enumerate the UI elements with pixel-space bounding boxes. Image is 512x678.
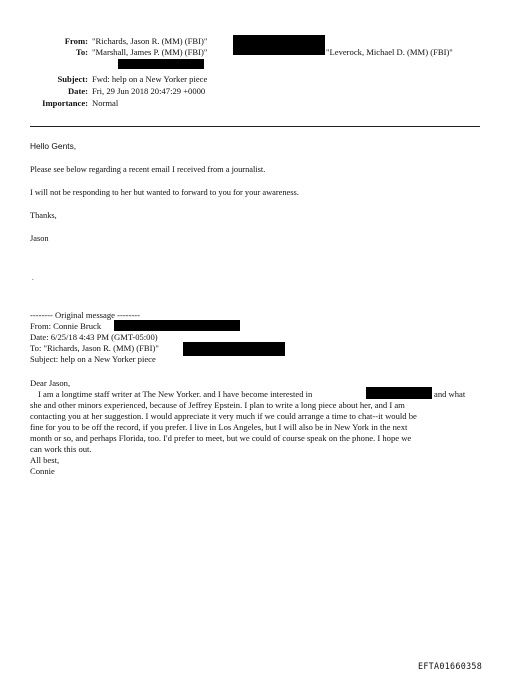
document-id: EFTA01660358	[418, 661, 483, 671]
greeting: Hello Gents,	[30, 141, 77, 151]
subject-label: Subject:	[57, 74, 88, 84]
from-label: From:	[64, 36, 88, 46]
to-value-2: "Leverock, Michael D. (MM) (FBI)"	[326, 47, 453, 57]
body-line: and what	[434, 389, 466, 399]
redaction-block	[114, 320, 240, 331]
message-line: Please see below regarding a recent email I received from a journalist.	[30, 165, 266, 174]
signoff: All best,	[30, 455, 60, 465]
message-line: I will not be responding to her but wanted to forward to you for your awareness.	[30, 188, 299, 197]
date-value: Fri, 29 Jun 2018 20:47:29 +0000	[92, 86, 206, 96]
to-label: To:	[75, 47, 88, 57]
body-line: month or so, and perhaps Florida, too. I'd prefer to meet, but we could of course speak on the phone. I hope we	[30, 433, 412, 443]
date-label: Date:	[67, 86, 88, 96]
to-value: "Marshall, James P. (MM) (FBI)"	[92, 47, 208, 57]
header-divider	[30, 126, 480, 127]
original-separator: -------- Original message --------	[30, 310, 140, 320]
importance-label: Importance:	[42, 98, 88, 108]
original-date: Date: 6/25/18 4:43 PM (GMT-05:00)	[30, 332, 158, 342]
original-to: To: "Richards, Jason R. (MM) (FBI)"	[30, 343, 159, 353]
importance-value: Normal	[92, 98, 119, 108]
redaction-block	[183, 342, 285, 356]
stray-mark: .	[32, 274, 34, 282]
closing: Thanks,	[30, 211, 57, 220]
body-line: can work this out.	[30, 444, 92, 454]
from-value: "Richards, Jason R. (MM) (FBI)"	[92, 36, 208, 46]
signature: Jason	[30, 234, 49, 243]
body-line: I am a longtime staff writer at The New Yorker. and I have become interested in	[38, 389, 313, 399]
subject-value: Fwd: help on a New Yorker piece	[92, 74, 208, 84]
redaction-block	[366, 387, 432, 399]
original-subject: Subject: help on a New Yorker piece	[30, 354, 156, 364]
salutation: Dear Jason,	[30, 378, 71, 388]
original-from: From: Connie Bruck	[30, 321, 102, 331]
body-line: fine for you to be off the record, if you prefer. I live in Los Angeles, but I will also be in New York in the next	[30, 422, 408, 432]
body-line: she and other minors experienced, because of Jeffrey Epstein. I plan to write a long piece about her, and I am	[30, 400, 405, 410]
redaction-block	[118, 59, 204, 69]
body-line: contacting you at her suggestion. I would appreciate it very much if we could arrange a time to chat--it would be	[30, 411, 417, 421]
redaction-block	[233, 35, 325, 55]
sender-name: Connie	[30, 466, 55, 476]
